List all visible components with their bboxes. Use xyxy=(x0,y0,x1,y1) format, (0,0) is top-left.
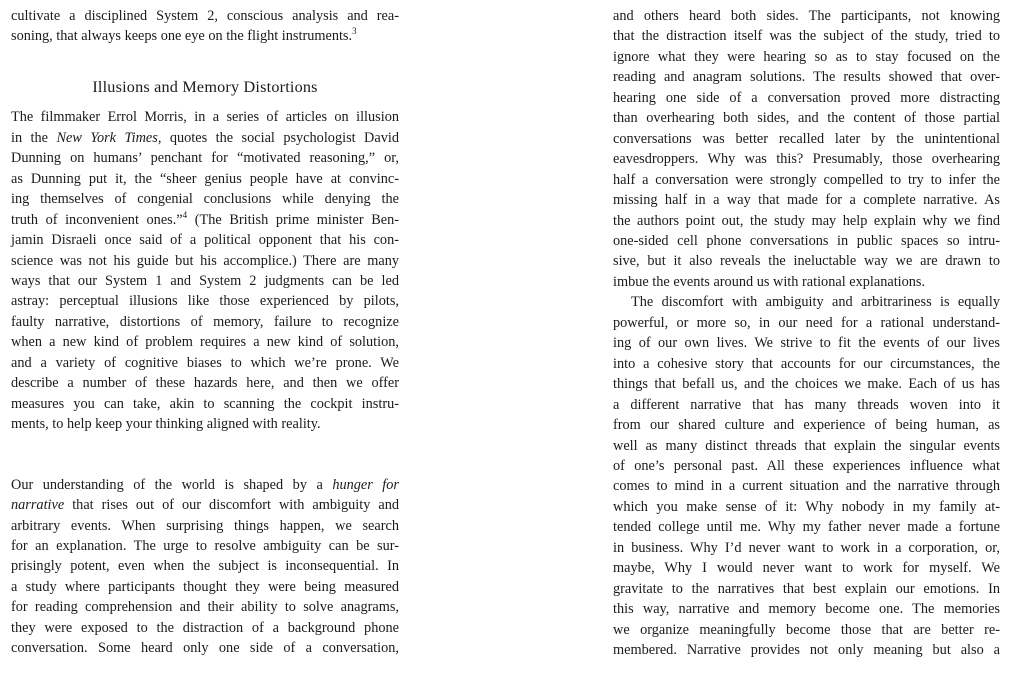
text-line: and others heard both sides. The participants, not knowing xyxy=(613,8,1000,24)
text-line: ways that our System 1 and System 2 judgments can be led xyxy=(11,272,399,289)
text-run: in the xyxy=(11,129,57,146)
text-line: when a new kind of problem requires a new kind of solution, xyxy=(11,334,399,351)
text-line: tended college until me. Why my father never made a fortune xyxy=(613,519,1000,536)
text-line: maybe, Why I would never want to work for myself. We xyxy=(613,560,1000,577)
text-line xyxy=(11,475,399,495)
text-line-last: imbue the events around us with rational explanations. xyxy=(613,273,926,290)
text-line: ing of our own lives. We strive to fit the events of our lives xyxy=(613,335,1000,352)
text-line: measures you can take, akin to scanning the cockpit instru- xyxy=(11,395,399,412)
italic-term: hunger for xyxy=(332,476,399,493)
text-line: than overhearing both sides, and the content of those partial xyxy=(613,110,1000,127)
footnote-marker: 4 xyxy=(182,209,188,220)
text-line: membered. Narrative provides not only meaning but also a xyxy=(613,642,1000,659)
text-run: that rises out of our discomfort with ambiguity and xyxy=(64,497,399,514)
text-line: that the distraction itself was the subject of the study, tried to xyxy=(613,28,1000,45)
text-line: they were exposed to the distraction of a background phone xyxy=(11,619,399,636)
text-line: a study where participants thought they were being measured xyxy=(11,578,399,595)
italic-title: New York Times, xyxy=(56,129,162,146)
paragraph-spacer xyxy=(11,435,399,475)
text-line: things that befall us, and the choices we make. Each of us has xyxy=(613,376,1000,393)
text-line: conversations was better recalled later by the unintentional xyxy=(613,130,1000,147)
text-line: arbitrary events. When surprising things happen, we search xyxy=(11,517,399,534)
text-line: one-sided cell phone conversations in public spaces so intru- xyxy=(613,232,1000,249)
text-line: Dunning on humans’ penchant for “motivated reasoning,” or, xyxy=(11,150,399,167)
text-line: this way, narrative and memory become one. The memories xyxy=(613,601,1000,618)
text-line: as Dunning put it, the “sheer genius people have at convinc- xyxy=(11,170,399,187)
text-line xyxy=(11,210,399,230)
text-run: (The British prime minister Ben- xyxy=(187,211,400,228)
text-run: quotes the social psychologist David xyxy=(161,129,399,146)
text-line: missing half in a way that made for a complete narrative. As xyxy=(613,192,1000,209)
left-page xyxy=(11,6,399,659)
text-line: The filmmaker Errol Morris, in a series of articles on illusion xyxy=(11,109,399,126)
text-line: in business. Why I’d never want to work in a corporation, or, xyxy=(613,539,1000,556)
text-line: for an explanation. The urge to resolve ambiguity can be sur- xyxy=(11,537,399,554)
text-line xyxy=(11,495,399,515)
text-line: for reading comprehension and their ability to solve anagrams, xyxy=(11,599,399,616)
text-line: ing themselves of congenial conclusions while denying the xyxy=(11,191,399,208)
text-line xyxy=(11,128,399,148)
text-line: hearing one side of a conversation proved more distracting xyxy=(613,89,1000,106)
text-run: truth of inconvenient ones.” xyxy=(11,211,183,228)
paragraph-errol-morris xyxy=(11,107,399,434)
text-line: the authors point out, the study may help explain why we find xyxy=(613,212,1000,229)
paragraph-conversation-study xyxy=(613,6,1000,292)
text-line: from our shared culture and experience of being human, as xyxy=(613,417,1000,434)
text-line: sive, but it also reveals the ineluctable way we are drawn to xyxy=(613,253,1000,270)
text-line: astray: perceptual illusions like those experienced by pilots, xyxy=(11,293,399,310)
text-line: half a conversation were strongly compelled to try to infer the xyxy=(613,171,1000,188)
text-line: ignore what they were hearing so as to stay focused on the xyxy=(613,48,1000,65)
text-line: which you make sense of it: Why nobody in my family at- xyxy=(613,498,1000,515)
text-line: gravitate to the narratives that best explain our emotions. In xyxy=(613,580,1000,597)
text-line-last: ments, to help keep your thinking aligned with reality. xyxy=(11,416,321,433)
text-line: and a variety of cognitive biases to which we’re prone. We xyxy=(11,354,399,371)
text-line: eavesdroppers. Why was this? Presumably, those overhearing xyxy=(613,151,1000,168)
text-line: science was not his guide but his accomplice.) There are many xyxy=(11,252,399,269)
text-line: comes to mind in a current situation and the narrative through xyxy=(613,478,1000,495)
text-line: prisingly potent, even when the subject is inconsequential. In xyxy=(11,558,399,575)
intro-line-text: soning, that always keeps one eye on the flight instruments. xyxy=(11,28,353,45)
text-line: reading and anagram solutions. The results showed that over- xyxy=(613,69,1000,86)
text-line: well as many distinct threads that explain the singular events xyxy=(613,437,1000,454)
text-line: faulty narrative, distortions of memory, failure to recognize xyxy=(11,313,399,330)
section-heading: Illusions and Memory Distortions xyxy=(92,77,318,96)
paragraph-discomfort-ambiguity xyxy=(613,292,1000,660)
text-line: conversation. Some heard only one side of a conversation, xyxy=(11,640,399,657)
text-line: into a cohesive story that accounts for our circumstances, the xyxy=(613,355,1000,372)
text-line: of one’s personal past. All these experiences influence what xyxy=(613,457,1000,474)
intro-line-last xyxy=(11,26,399,46)
footnote-marker: 3 xyxy=(352,26,357,37)
italic-term: narrative xyxy=(11,497,65,514)
text-line-indented: The discomfort with ambiguity and arbitrariness is equally xyxy=(631,294,1000,311)
text-line: describe a number of these hazards here, and then we offer xyxy=(11,375,399,392)
text-line: a different narrative that has many threads woven into it xyxy=(613,396,1000,413)
text-line: jamin Disraeli once said of a political opponent that his con- xyxy=(11,232,399,249)
text-run: Our understanding of the world is shaped by a xyxy=(11,476,333,493)
right-page xyxy=(613,6,1000,661)
text-line: powerful, or more so, in our need for a rational understand- xyxy=(613,314,1000,331)
intro-line: cultivate a disciplined System 2, conscious analysis and rea- xyxy=(11,8,399,24)
paragraph-hunger-for-narrative xyxy=(11,475,399,659)
text-line: we organize meaningfully become those that are better re- xyxy=(613,621,1000,638)
